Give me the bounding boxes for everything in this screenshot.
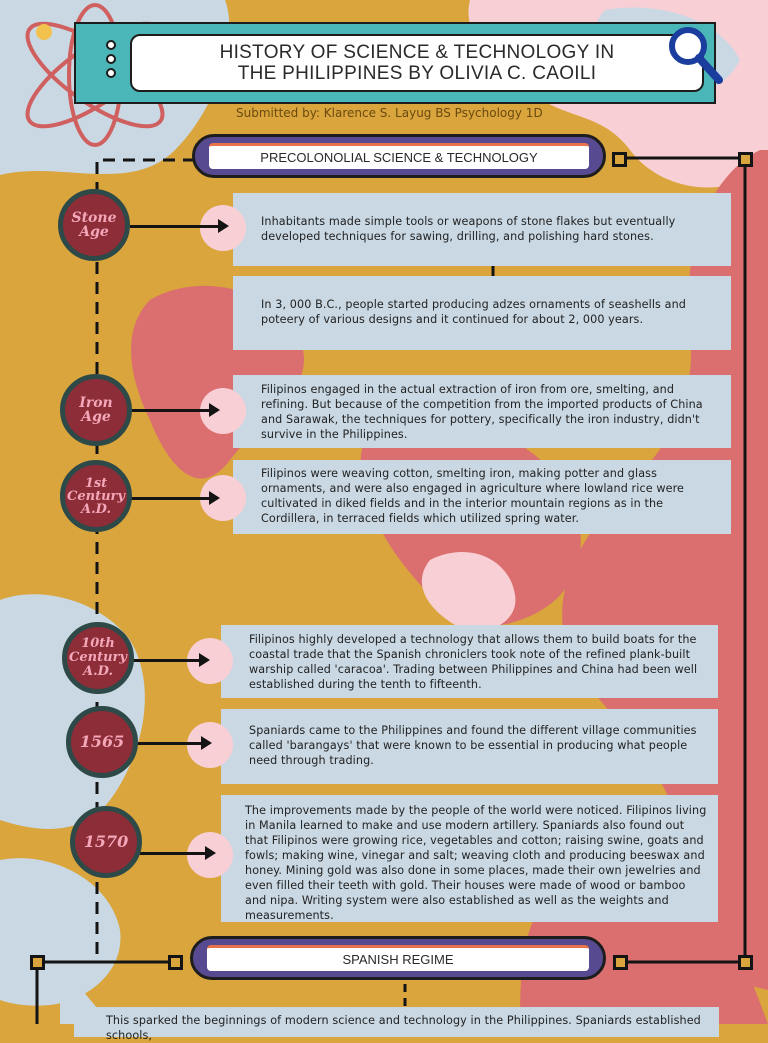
arrow <box>140 852 206 855</box>
connector-node <box>738 152 753 167</box>
section-title: PRECOLONOLIAL SCIENCE & TECHNOLOGY <box>209 143 589 169</box>
era-stone-age: Stone Age <box>58 189 130 261</box>
section-title: SPANISH REGIME <box>207 945 589 971</box>
arrow-head <box>205 846 216 860</box>
connector-node <box>612 152 627 167</box>
arrow <box>130 225 220 228</box>
era-iron-age: Iron Age <box>60 374 132 446</box>
title-line-1: HISTORY OF SCIENCE & TECHNOLOGY IN <box>219 42 615 63</box>
arrow <box>132 659 200 662</box>
arrow-head <box>201 736 212 750</box>
section-precolonial <box>192 134 606 178</box>
arrow <box>136 742 202 745</box>
section-spanish-regime <box>190 936 606 980</box>
entry-box: Filipinos highly developed a technology that allows them to build boats for the coastal trade that the Spanish chroniclers took note of the refined plank-built warship called 'caracoa'. Trading between Philippines and China had been well established during the tenth to fifteenth. <box>221 625 718 698</box>
era-1565: 1565 <box>66 706 138 778</box>
entry-box: In 3, 000 B.C., people started producing adzes ornaments of seashells and poteery of various designs and it continued for about 2, 000 years. <box>233 276 731 350</box>
era-1570: 1570 <box>70 806 142 878</box>
title-line-2: THE PHILIPPINES BY OLIVIA C. CAOILI <box>237 63 597 84</box>
connector-node <box>30 955 45 970</box>
connector-node <box>613 955 628 970</box>
entry-box: The improvements made by the people of the world were noticed. Filipinos living in Manila learned to make and use modern artillery. Spaniards also found out that Filipinos were growing rice, vegetables and cotton; raising swine, goats and fowls; making wine, vinegar and salt; weaving cloth and producing beeswax and honey. Mining gold was also done in some places, made their own jewelries and even filled their teeth with gold. Their houses were made of wood or bamboo and nipa. Writing system were also established as well as the weights and measurements. <box>221 795 718 922</box>
arrow <box>130 409 210 412</box>
connector-node <box>168 955 183 970</box>
entry-box: Spaniards came to the Philippines and found the different village communities called 'barangays' that were known to be essential in producing what people need through trading. <box>221 709 718 784</box>
arrow <box>130 497 210 500</box>
arrow-head <box>209 491 220 505</box>
entry-box: Filipinos were weaving cotton, smelting iron, making potter and glass ornaments, and were also engaged in agriculture where lowland rice were cultivated in diked fields and in the interior mountain regions as in the Cordillera, in terraced fields which utilized spring water. <box>233 460 731 534</box>
entry-box: Filipinos engaged in the actual extraction of iron from ore, smelting, and refining. But because of the competition from the imported products of China and Sarawak, the techniques for pottery, specifically the iron industry, didn't survive in the Philippines. <box>233 375 731 448</box>
submitted-by: Submitted by: Klarence S. Layug BS Psychology 1D <box>236 106 543 120</box>
era-10th-century: 10th Century A.D. <box>62 622 134 694</box>
connector-node <box>738 955 753 970</box>
arrow-head <box>209 403 220 417</box>
era-1st-century: 1st Century A.D. <box>60 460 132 532</box>
arrow-head <box>199 653 210 667</box>
arrow-head <box>218 219 229 233</box>
entry-box: This sparked the beginnings of modern science and technology in the Philippines. Spaniards established schools, <box>74 1007 719 1037</box>
entry-box: Inhabitants made simple tools or weapons of stone flakes but eventually developed techniques for sawing, drilling, and polishing hard stones. <box>233 193 731 266</box>
